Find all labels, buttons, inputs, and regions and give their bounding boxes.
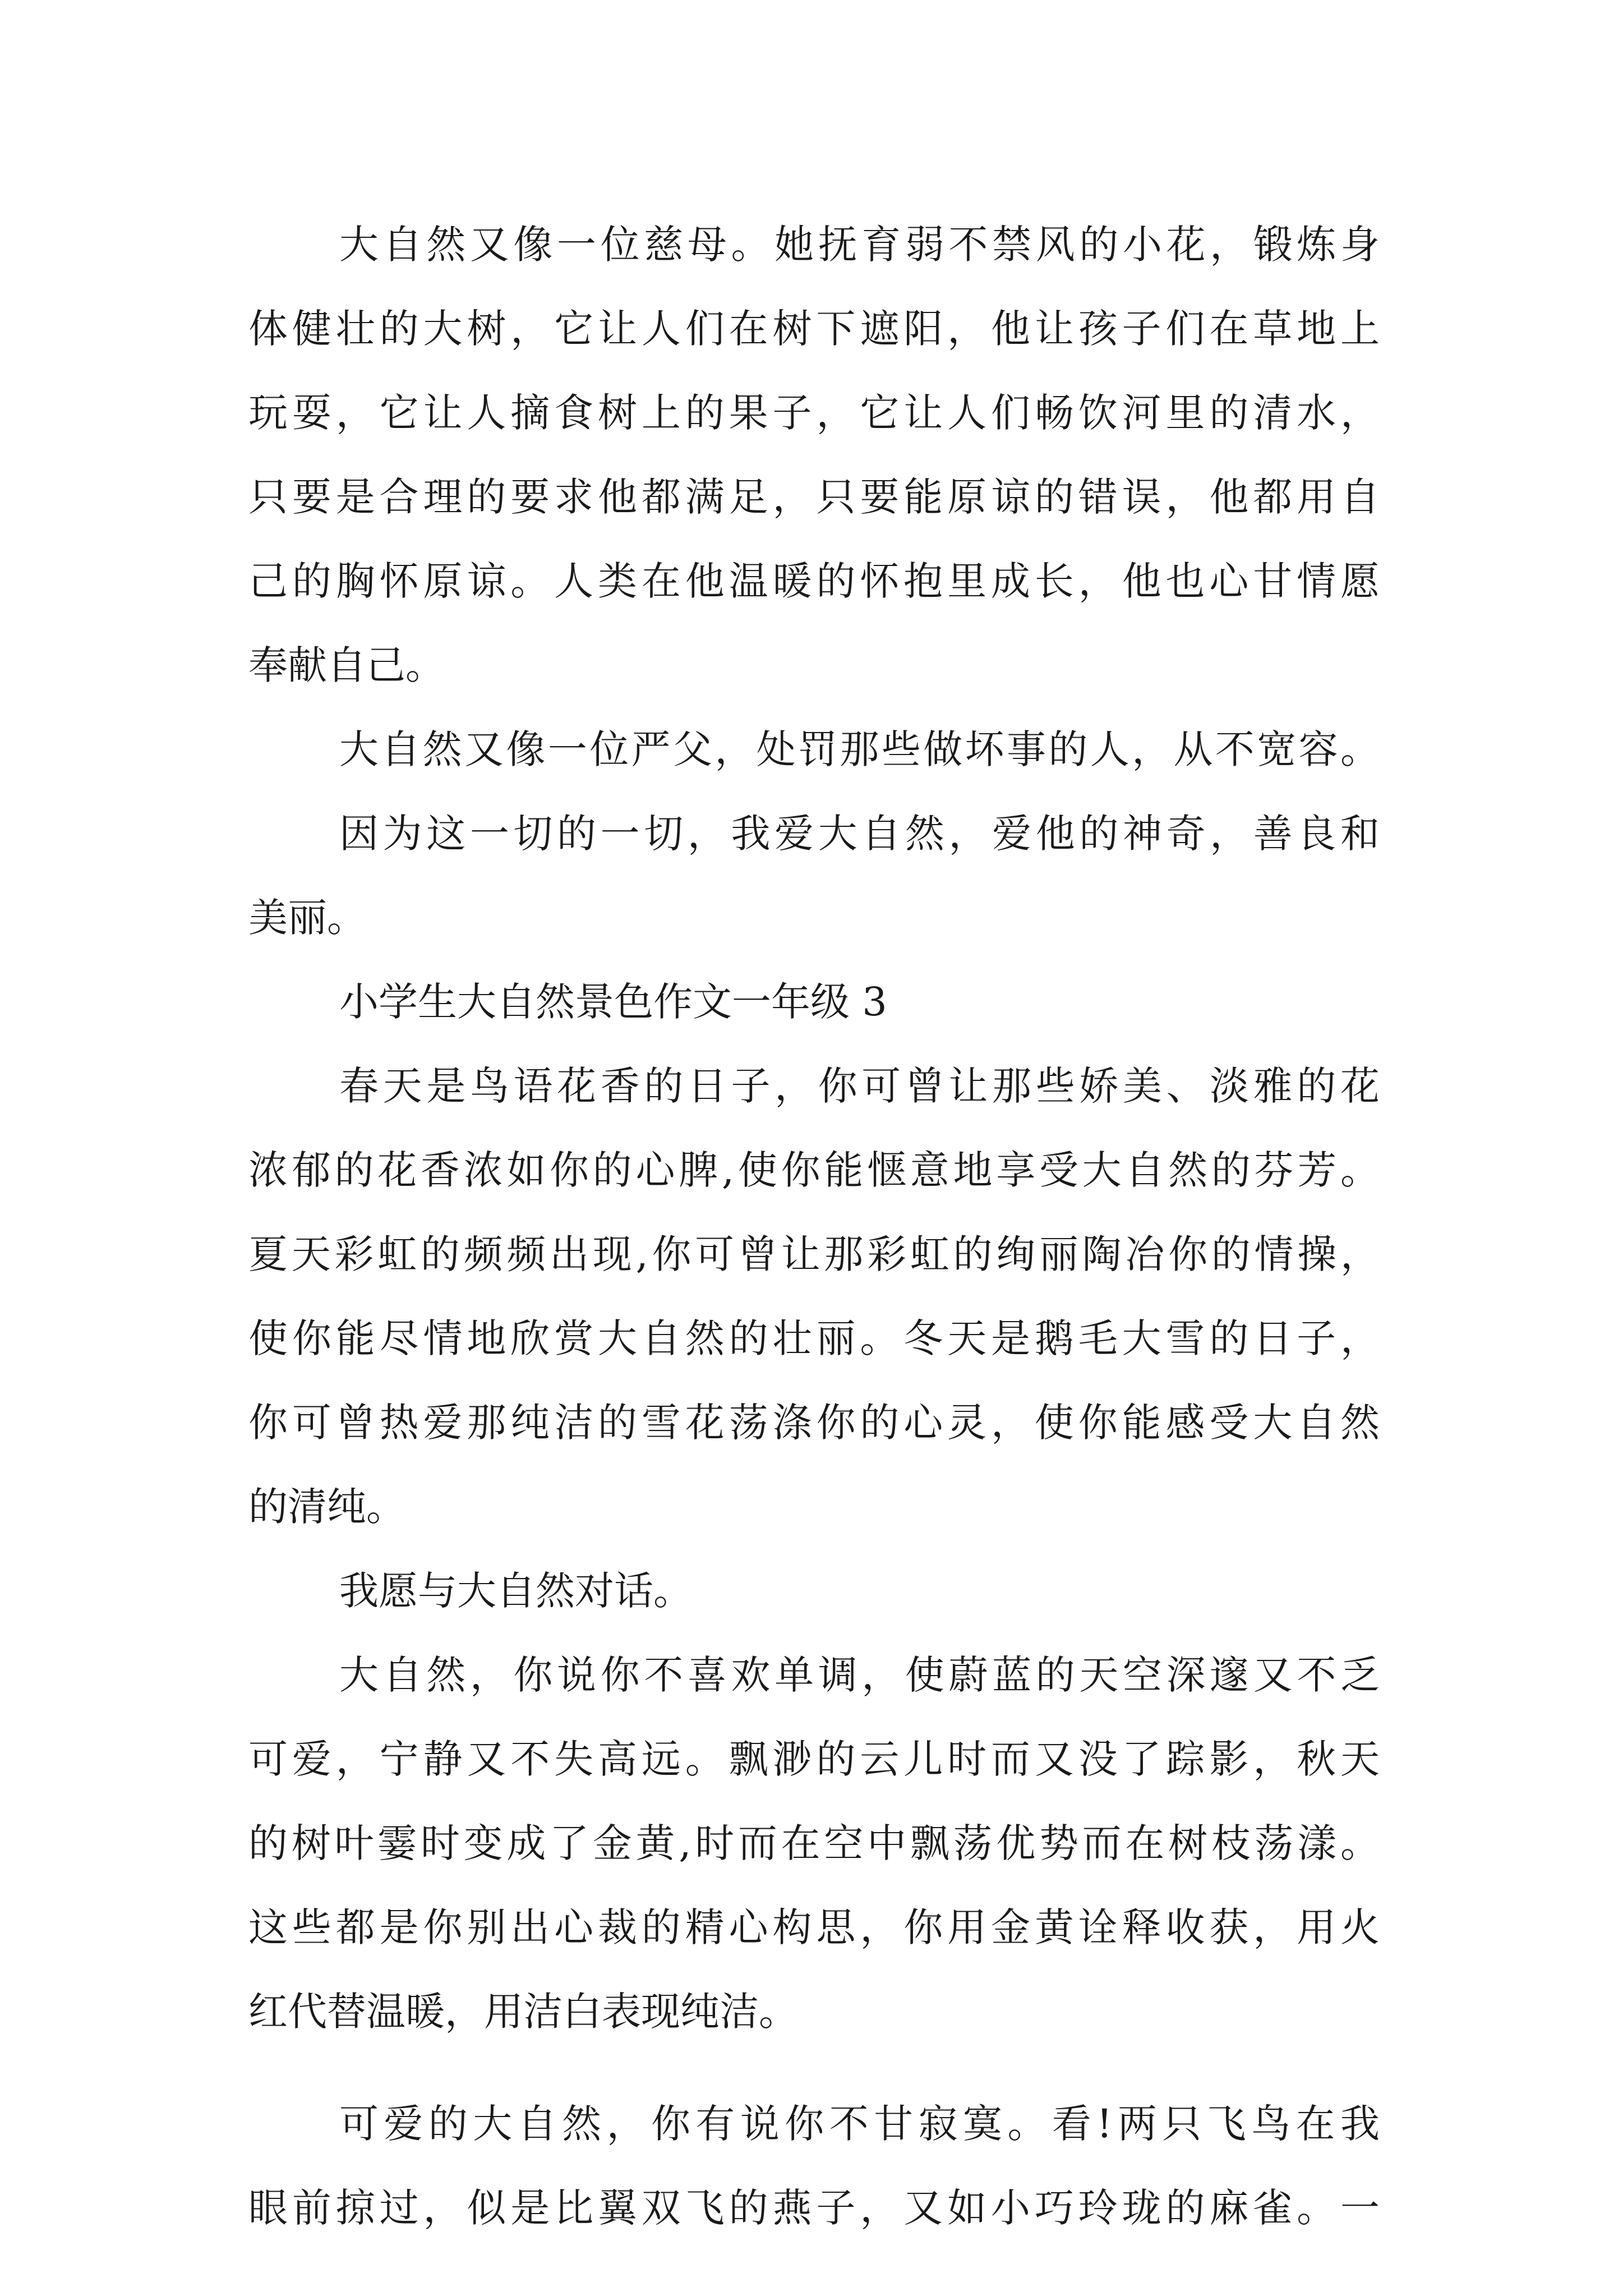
paragraph-line: 红代替温暖，用洁白表现纯洁。 — [248, 1989, 798, 2035]
paragraph-line: 体健壮的大树，它让人们在树下遮阳，他让孩子们在草地上 — [248, 306, 1380, 352]
paragraph-line: 你可曾热爱那纯洁的雪花荡涤你的心灵，使你能感受大自然 — [248, 1400, 1380, 1446]
paragraph-line: 己的胸怀原谅。人类在他温暖的怀抱里成长，他也心甘情愿 — [248, 558, 1380, 604]
paragraph-line: 奉献自己。 — [248, 642, 445, 688]
paragraph-line: 的树叶霎时变成了金黄,时而在空中飘荡优势而在树枝荡漾。 — [248, 1820, 1380, 1866]
paragraph-line: 这些都是你别出心裁的精心构思，你用金黄诠释收获，用火 — [248, 1904, 1380, 1950]
paragraph-line: 大自然，你说你不喜欢单调，使蔚蓝的天空深邃又不乏 — [339, 1652, 1380, 1698]
paragraph-line: 可爱的大自然，你有说你不甘寂寞。看!两只飞鸟在我 — [339, 2101, 1380, 2147]
paragraph-line: 可爱，宁静又不失高远。飘渺的云儿时而又没了踪影，秋天 — [248, 1736, 1380, 1782]
paragraph-line: 因为这一切的一切，我爱大自然，爱他的神奇，善良和 — [339, 811, 1380, 857]
paragraph-line: 夏天彩虹的频频出现,你可曾让那彩虹的绚丽陶冶你的情操， — [248, 1231, 1380, 1277]
paragraph-line: 春天是鸟语花香的日子，你可曾让那些娇美、淡雅的花 — [339, 1063, 1380, 1109]
section-heading: 小学生大自然景色作文一年级 3 — [339, 979, 887, 1025]
paragraph-line: 浓郁的花香浓如你的心脾,使你能惬意地享受大自然的芬芳。 — [248, 1147, 1380, 1193]
paragraph-line: 美丽。 — [248, 895, 366, 941]
paragraph-line: 使你能尽情地欣赏大自然的壮丽。冬天是鹅毛大雪的日子， — [248, 1315, 1380, 1361]
paragraph-line: 的清纯。 — [248, 1484, 405, 1530]
paragraph-line: 玩耍，它让人摘食树上的果子，它让人们畅饮河里的清水， — [248, 390, 1380, 436]
paragraph-line: 眼前掠过，似是比翼双飞的燕子，又如小巧玲珑的麻雀。一 — [248, 2185, 1380, 2231]
paragraph-line: 只要是合理的要求他都满足，只要能原谅的错误，他都用自 — [248, 474, 1380, 520]
paragraph-line: 我愿与大自然对话。 — [339, 1568, 693, 1614]
paragraph-line: 大自然又像一位慈母。她抚育弱不禁风的小花，锻炼身 — [339, 222, 1380, 268]
paragraph-line: 大自然又像一位严父，处罚那些做坏事的人，从不宽容。 — [339, 726, 1380, 772]
